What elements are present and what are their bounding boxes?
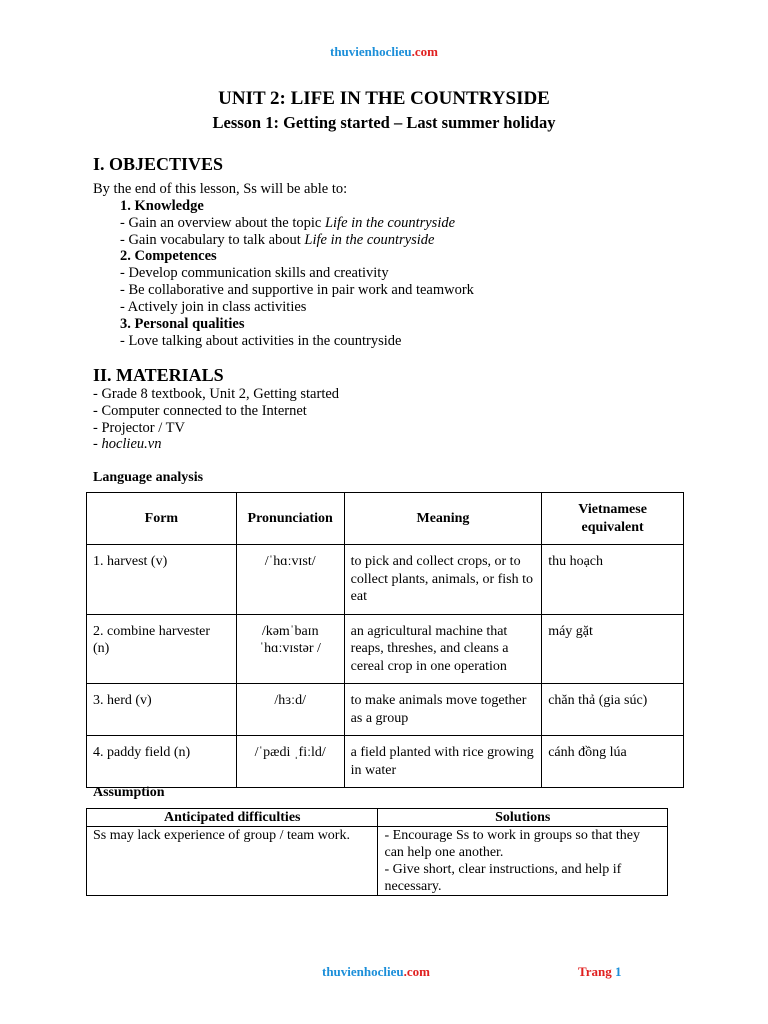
pronunciation-cell: /ˈhɑːvɪst/ <box>236 545 344 615</box>
materials-item: - Grade 8 textbook, Unit 2, Getting started <box>93 386 340 402</box>
vietnamese-cell: chăn thả (gia súc) <box>542 684 684 736</box>
materials-item: - Computer connected to the Internet <box>93 403 307 419</box>
unit-title: UNIT 2: LIFE IN THE COUNTRYSIDE <box>218 88 550 109</box>
materials-item <box>93 436 161 453</box>
header-site <box>0 44 768 60</box>
competences-heading: 2. Competences <box>120 248 217 264</box>
form-cell: 3. herd (v) <box>87 684 237 736</box>
materials-item-emphasis: hoclieu.vn <box>101 436 162 452</box>
language-analysis-table <box>86 492 684 788</box>
column-header: Anticipated difficulties <box>87 809 378 827</box>
meaning-cell: an agricultural machine that reaps, threshes, and cleans a cereal crop in one operation <box>344 614 542 684</box>
knowledge-heading: 1. Knowledge <box>120 198 204 214</box>
objectives-intro: By the end of this lesson, Ss will be able to: <box>93 181 348 197</box>
lesson-subtitle: Lesson 1: Getting started – Last summer holiday <box>212 113 556 132</box>
footer-site-name: thuvienhoclieu <box>322 964 404 979</box>
solution-line: - Give short, clear instructions, and help if necessary. <box>384 862 622 894</box>
column-header: Vietnamese equivalent <box>542 493 684 545</box>
objectives-heading: I. OBJECTIVES <box>93 154 224 174</box>
header-site-tld: .com <box>411 44 438 59</box>
page-label: Trang <box>578 964 612 979</box>
solution-line: - Encourage Ss to work in groups so that they can help one another. <box>384 828 640 860</box>
materials-item-text: - <box>93 436 102 452</box>
table-row <box>87 684 684 736</box>
table-row <box>87 827 668 896</box>
pronunciation-cell: /ˈpædi ˌfiːld/ <box>236 736 344 788</box>
solution-cell <box>378 827 668 896</box>
vietnamese-cell: máy gặt <box>542 614 684 684</box>
table-row <box>87 614 684 684</box>
materials-heading: II. MATERIALS <box>93 365 224 385</box>
table-header-row <box>87 809 668 827</box>
pronunciation-cell: /hɜːd/ <box>236 684 344 736</box>
meaning-cell: to make animals move together as a group <box>344 684 542 736</box>
language-analysis-heading: Language analysis <box>93 470 204 485</box>
knowledge-item-emphasis: Life in the countryside <box>304 232 435 248</box>
personal-item: - Love talking about activities in the countryside <box>120 333 402 349</box>
assumption-heading: Assumption <box>93 785 165 800</box>
table-row <box>87 736 684 788</box>
competence-item: - Be collaborative and supportive in pair work and teamwork <box>120 282 474 298</box>
knowledge-item-text: - Gain vocabulary to talk about <box>120 232 305 248</box>
competence-item: - Develop communication skills and creativity <box>120 265 389 281</box>
knowledge-item-emphasis: Life in the countryside <box>324 215 456 231</box>
difficulty-cell: Ss may lack experience of group / team work. <box>87 827 378 896</box>
column-header: Meaning <box>344 493 542 545</box>
header-site-name: thuvienhoclieu <box>330 44 412 59</box>
knowledge-item-text: - Gain an overview about the topic <box>120 215 325 231</box>
column-header: Form <box>87 493 237 545</box>
vietnamese-cell: cánh đồng lúa <box>542 736 684 788</box>
form-cell: 4. paddy field (n) <box>87 736 237 788</box>
form-cell: 1. harvest (v) <box>87 545 237 615</box>
page-number-value: 1 <box>614 964 622 979</box>
competence-item: - Actively join in class activities <box>120 299 307 315</box>
footer-site-tld: .com <box>403 964 430 979</box>
table-header-row <box>87 493 684 545</box>
column-header: Pronunciation <box>236 493 344 545</box>
column-header: Solutions <box>378 809 668 827</box>
page-number <box>578 964 621 980</box>
table-row <box>87 545 684 615</box>
knowledge-item <box>120 215 455 232</box>
assumption-table <box>86 808 668 896</box>
form-cell: 2. combine harvester (n) <box>87 614 237 684</box>
meaning-cell: to pick and collect crops, or to collect plants, animals, or fish to eat <box>344 545 542 615</box>
materials-item: - Projector / TV <box>93 420 185 436</box>
vietnamese-cell: thu hoạch <box>542 545 684 615</box>
pronunciation-cell: /kəmˈbaɪn ˈhɑːvɪstər / <box>236 614 344 684</box>
personal-heading: 3. Personal qualities <box>120 316 245 332</box>
meaning-cell: a field planted with rice growing in water <box>344 736 542 788</box>
knowledge-item <box>120 232 435 249</box>
footer-site <box>322 964 430 980</box>
